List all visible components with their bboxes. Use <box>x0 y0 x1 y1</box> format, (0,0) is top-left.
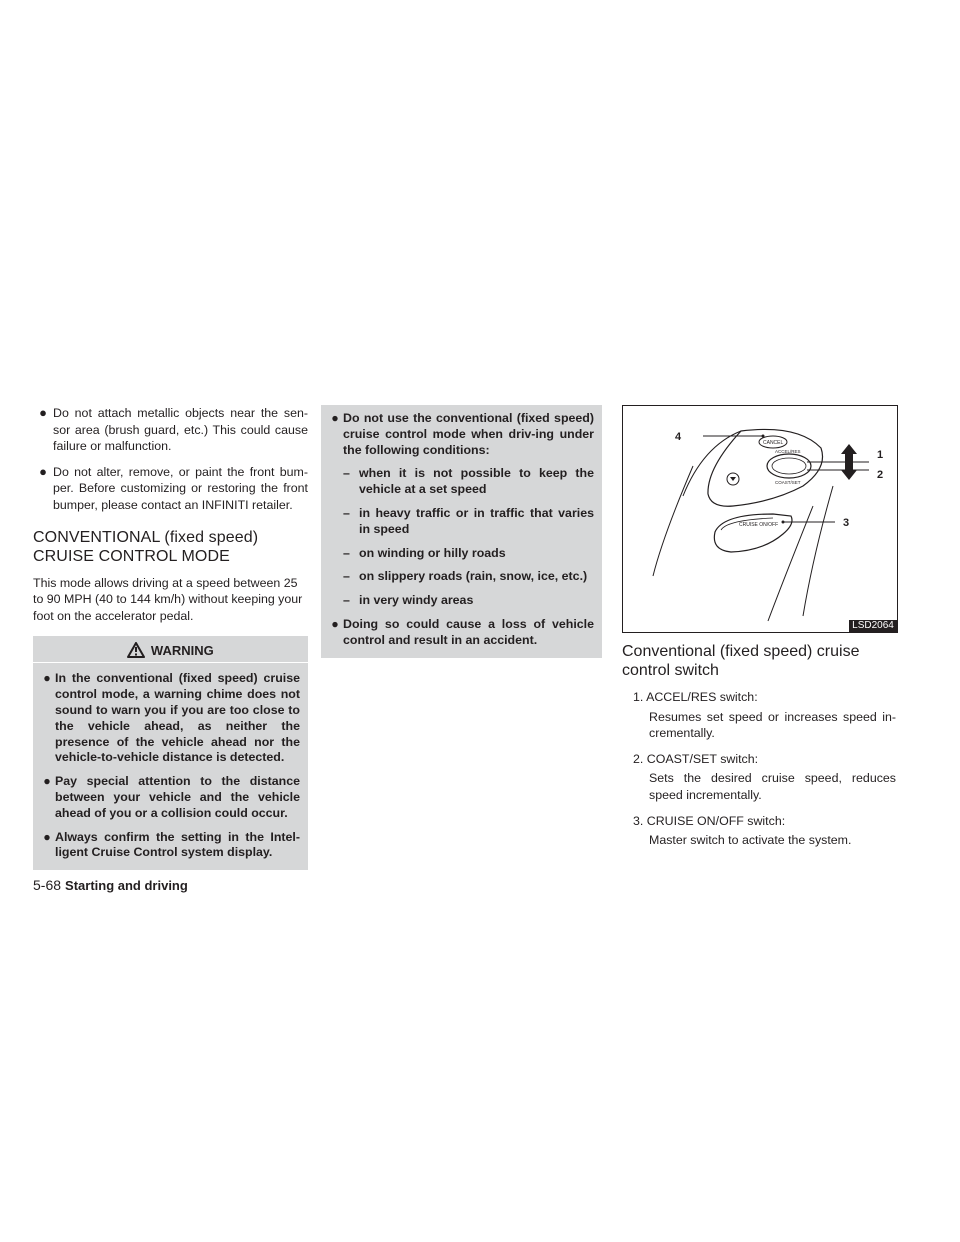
condition-text: when it is not possible to keep the vehicle at a set speed <box>359 466 594 497</box>
mode-description: This mode allows driving at a speed between 25 to 90 MPH (40 to 144 km/h) without keeping your foot on the accelerator pedal. <box>33 575 303 623</box>
dash-icon: – <box>343 505 350 520</box>
bullet-icon: ● <box>331 411 339 425</box>
condition-text: in very windy areas <box>359 593 474 608</box>
warning-text: Do not use the conventional (fixed speed) cruise control mode when driv-ing under the following conditions: <box>343 411 594 457</box>
figure-heading <box>622 642 896 680</box>
condition-item <box>343 506 594 538</box>
figure-heading-line2: control switch <box>622 662 719 679</box>
bullet-text: Do not attach metallic objects near the sen-sor area (brush guard, etc.) This could cause failure or malfunction. <box>53 406 308 454</box>
warning-text: In the conventional (fixed speed) cruise control mode, a warning chime does not sound to warn you if you are too close to the vehicle ahead, as neither the presence of the vehicle ahead nor the vehicle-to-vehicle distance is detected. <box>55 671 300 765</box>
switch-item <box>622 751 896 804</box>
column-middle <box>321 405 602 658</box>
condition-text: in heavy traffic or in traffic that varies in speed <box>359 505 594 536</box>
warning-item <box>327 617 594 649</box>
bullet-item <box>33 405 308 455</box>
warning-item <box>327 411 594 458</box>
switch-item-desc: Master switch to activate the system. <box>649 833 852 848</box>
warning-text: Always confirm the setting in the Intel-ligent Cruise Control system display. <box>55 829 300 860</box>
arrow-up-icon <box>841 444 857 462</box>
warning-item <box>39 671 300 766</box>
switch-item <box>622 813 896 849</box>
figure-id: LSD2064 <box>849 620 897 632</box>
section-heading-line2: CRUISE CONTROL MODE <box>33 547 230 565</box>
callout-4: 4 <box>675 431 682 443</box>
warning-box <box>33 636 308 870</box>
switch-item-label: 3. CRUISE ON/OFF switch: <box>633 813 786 828</box>
warning-box-continued <box>321 405 602 658</box>
warning-triangle-icon <box>127 642 145 658</box>
dash-icon: – <box>343 466 350 481</box>
condition-text: on slippery roads (rain, snow, ice, etc.) <box>359 569 588 584</box>
bullet-icon: ● <box>43 774 51 789</box>
dash-icon: – <box>343 545 350 560</box>
figure-heading-line1: Conventional (fixed speed) cruise <box>622 643 860 660</box>
bullet-text: Do not alter, remove, or paint the front bum-per. Before customizing or restoring the front bumper, please contact an INFINITI retailer. <box>53 464 308 512</box>
switch-label-cancel: CANCEL <box>763 440 784 446</box>
arrow-down-icon <box>841 462 857 480</box>
section-heading-line1: CONVENTIONAL (fixed speed) <box>33 528 259 546</box>
column-right <box>622 405 896 858</box>
section-name: Starting and driving <box>65 878 188 893</box>
bullet-icon: ● <box>43 829 51 844</box>
condition-item <box>343 466 594 498</box>
warning-text: Pay special attention to the distance between your vehicle and the vehicle ahead of you or a collision could occur. <box>55 774 300 820</box>
callout-2: 2 <box>877 469 884 481</box>
dash-icon: – <box>343 569 350 584</box>
cruise-switch-illustration <box>622 405 898 633</box>
page-footer <box>33 877 188 893</box>
bullet-icon: ● <box>39 405 47 420</box>
dash-icon: – <box>343 593 350 608</box>
page-number: 5-68 <box>33 877 62 893</box>
warning-item <box>39 830 300 862</box>
warning-header <box>33 640 308 663</box>
steering-switch-drawing <box>623 406 897 632</box>
switch-item-desc: Resumes set speed or increases speed in-crementally. <box>649 709 896 741</box>
switch-label-accel: ACCEL/RES <box>775 449 801 454</box>
switch-item-label: 1. ACCEL/RES switch: <box>633 690 758 704</box>
warning-text: Doing so could cause a loss of vehicle control and result in an accident. <box>343 616 594 647</box>
condition-item <box>343 593 594 609</box>
switch-label-coast: COAST/SET <box>775 480 801 485</box>
switch-item <box>622 689 896 742</box>
condition-item <box>343 569 594 585</box>
bullet-item <box>33 464 308 514</box>
condition-text: on winding or hilly roads <box>359 545 506 560</box>
switch-item-desc: Sets the desired cruise speed, reduces speed incrementally. <box>649 771 896 802</box>
callout-3: 3 <box>843 517 850 529</box>
column-left <box>33 405 308 870</box>
switch-label-cruise: CRUISE ON/OFF <box>739 522 779 528</box>
switch-item-label: 2. COAST/SET switch: <box>633 751 759 766</box>
section-heading <box>33 528 308 566</box>
condition-item <box>343 546 594 562</box>
warning-item <box>39 774 300 821</box>
bullet-icon: ● <box>43 671 51 686</box>
warning-title: WARNING <box>150 643 214 659</box>
bullet-icon: ● <box>331 616 339 631</box>
bullet-icon: ● <box>39 463 47 479</box>
callout-1: 1 <box>877 449 884 461</box>
